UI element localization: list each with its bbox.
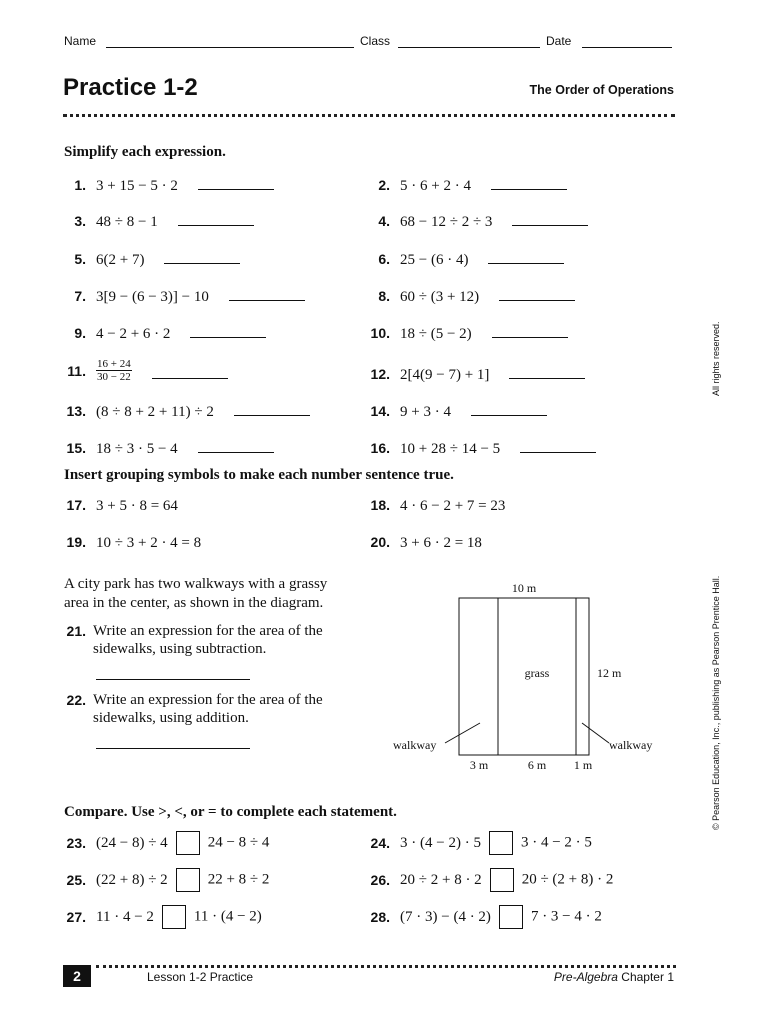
problem-24: [368, 831, 592, 855]
left-walkway-pointer: [445, 723, 480, 743]
compare-right: 24 − 8 ÷ 4: [207, 834, 270, 851]
problem-number: 1.: [74, 177, 86, 193]
fraction-denominator: 30 − 22: [97, 371, 131, 383]
problem-expression[interactable]: 10 ÷ 3 + 2 · 4 = 8: [96, 535, 202, 551]
problem-expression: 48 ÷ 8 − 1: [96, 214, 158, 230]
footer-book-title: Pre-Algebra: [553, 970, 618, 984]
problem-16: [368, 437, 596, 458]
problem-number: 9.: [74, 325, 86, 341]
problem-number: 28.: [370, 909, 390, 925]
problem-9: [64, 322, 266, 343]
problem-expression: 25 − (6 · 4): [400, 252, 469, 268]
problem-number: 22.: [66, 692, 86, 708]
problem-expression[interactable]: 4 · 6 − 2 + 7 = 23: [400, 498, 506, 514]
page-number: 2: [73, 968, 81, 984]
problem-expression: 3[9 − (6 − 3)] − 10: [96, 289, 209, 305]
problem-number: 5.: [74, 251, 86, 267]
right-walkway-pointer: [582, 723, 609, 743]
problem-expression: 3 + 15 − 5 · 2: [96, 178, 178, 194]
footer-book-chapter: Chapter 1: [617, 970, 674, 984]
answer-blank[interactable]: [164, 248, 240, 264]
problem-10: [368, 322, 568, 343]
problem-14: [368, 400, 547, 421]
problem-number: 14.: [370, 403, 390, 419]
compare-left: (7 · 3) − (4 · 2): [400, 908, 491, 925]
class-label: Class: [360, 34, 391, 48]
answer-blank[interactable]: [190, 322, 266, 338]
problem-number: 6.: [378, 251, 390, 267]
problem-number: 18.: [370, 497, 390, 513]
diagram-right-label: 12 m: [597, 666, 622, 680]
problem-number: 3.: [74, 213, 86, 229]
problem-7: [64, 285, 305, 306]
fraction-expression: [96, 358, 132, 383]
problem-13: [64, 400, 310, 421]
question-line-1: Write an expression for the area of the: [93, 623, 323, 639]
problem-expression: 9 + 3 · 4: [400, 404, 451, 420]
problem-expression: 2[4(9 − 7) + 1]: [400, 367, 490, 383]
answer-blank[interactable]: [234, 400, 310, 416]
problem-11: [64, 358, 228, 383]
problem-number: 26.: [370, 872, 390, 888]
problem-number: 7.: [74, 288, 86, 304]
problem-3: [64, 210, 254, 231]
answer-blank[interactable]: [198, 174, 274, 190]
diagram-grass-label: grass: [524, 666, 550, 680]
answer-blank[interactable]: [471, 400, 547, 416]
comparison-box[interactable]: [490, 868, 514, 892]
problem-expression: 68 − 12 ÷ 2 ÷ 3: [400, 214, 493, 230]
class-field[interactable]: [398, 32, 540, 48]
problem-20: [368, 534, 482, 552]
answer-blank[interactable]: [520, 437, 596, 453]
answer-blank[interactable]: [152, 363, 228, 379]
answer-blank[interactable]: [178, 210, 254, 226]
answer-blank[interactable]: [488, 248, 564, 264]
problem-6: [368, 248, 564, 269]
compare-right: 22 + 8 ÷ 2: [207, 871, 270, 888]
problem-number: 13.: [66, 403, 86, 419]
section-heading-grouping: Insert grouping symbols to make each number sentence true.: [64, 467, 454, 483]
problem-expression: 6(2 + 7): [96, 252, 145, 268]
copyright-note: © Pearson Education, Inc., publishing as Pearson Prentice Hall.: [711, 575, 721, 830]
problem-number: 25.: [66, 872, 86, 888]
problem-19: [64, 534, 201, 552]
problem-number: 20.: [370, 534, 390, 550]
problem-23: [64, 831, 269, 855]
comparison-box[interactable]: [162, 905, 186, 929]
park-intro: [64, 575, 327, 613]
problem-expression: 10 + 28 ÷ 14 − 5: [400, 441, 501, 457]
park-intro-line-1: A city park has two walkways with a grassy: [64, 576, 328, 592]
question-text: [93, 622, 323, 658]
problem-26: [368, 868, 613, 892]
comparison-box[interactable]: [176, 831, 200, 855]
answer-blank[interactable]: [229, 285, 305, 301]
problem-4: [368, 210, 588, 231]
page-title: Practice 1-2: [63, 74, 198, 101]
problem-number: 12.: [370, 366, 390, 382]
compare-right: 11 · (4 − 2): [193, 908, 262, 925]
question-line-2: sidewalks, using subtraction.: [93, 641, 267, 657]
problem-expression[interactable]: 3 + 5 · 8 = 64: [96, 498, 178, 514]
problem-number: 10.: [370, 325, 390, 341]
header-fields: [64, 32, 676, 50]
page-number-badge: [63, 965, 91, 987]
diagram-right-walkway-label: walkway: [609, 738, 653, 752]
problem-8: [368, 285, 575, 306]
problem-15: [64, 437, 274, 458]
problem-number: 8.: [378, 288, 390, 304]
comparison-box[interactable]: [489, 831, 513, 855]
name-field[interactable]: [106, 32, 354, 48]
problem-28: [368, 905, 602, 929]
section-heading-compare: Compare. Use >, <, or = to complete each statement.: [64, 804, 397, 820]
problem-number: 19.: [66, 534, 86, 550]
question-text: [93, 691, 323, 727]
answer-blank[interactable]: [96, 664, 250, 680]
problem-expression: 4 − 2 + 6 · 2: [96, 326, 171, 342]
answer-blank[interactable]: [499, 285, 575, 301]
problem-number: 24.: [370, 835, 390, 851]
problem-number: 23.: [66, 835, 86, 851]
problem-number: 15.: [66, 440, 86, 456]
answer-blank[interactable]: [492, 322, 568, 338]
problem-2: [368, 174, 567, 195]
title-divider: [63, 114, 675, 117]
problem-18: [368, 497, 505, 515]
rights-note: All rights reserved.: [711, 321, 721, 396]
problem-number: 21.: [66, 623, 86, 639]
comparison-box[interactable]: [499, 905, 523, 929]
page-subtitle: The Order of Operations: [529, 83, 674, 97]
answer-blank[interactable]: [491, 174, 567, 190]
compare-right: 7 · 3 − 4 · 2: [530, 908, 602, 925]
footer-divider: [96, 965, 676, 968]
problem-number: 17.: [66, 497, 86, 513]
answer-blank[interactable]: [198, 437, 274, 453]
compare-left: 3 · (4 − 2) · 5: [400, 834, 481, 851]
park-diagram: [385, 575, 675, 775]
problem-number: 27.: [66, 909, 86, 925]
compare-left: (22 + 8) ÷ 2: [96, 871, 168, 888]
footer-book: [554, 970, 674, 984]
answer-blank[interactable]: [509, 363, 585, 379]
answer-blank[interactable]: [512, 210, 588, 226]
compare-left: 20 ÷ 2 + 8 · 2: [400, 871, 482, 888]
problem-expression: (8 ÷ 8 + 2 + 11) ÷ 2: [96, 404, 214, 420]
diagram-bottom-right-label: 1 m: [573, 758, 593, 772]
problem-expression[interactable]: 3 + 6 · 2 = 18: [400, 535, 482, 551]
question-line-2: sidewalks, using addition.: [93, 710, 249, 726]
date-field[interactable]: [582, 32, 672, 48]
compare-left: 11 · 4 − 2: [96, 908, 154, 925]
section-heading-simplify: Simplify each expression.: [64, 144, 226, 160]
problem-1: [64, 174, 274, 195]
problem-expression: 18 ÷ (5 − 2): [400, 326, 472, 342]
diagram-bottom-left-label: 3 m: [469, 758, 489, 772]
comparison-box[interactable]: [176, 868, 200, 892]
problem-expression: 18 ÷ 3 · 5 − 4: [96, 441, 178, 457]
diagram-left-walkway-label: walkway: [393, 738, 437, 752]
problem-expression: 5 · 6 + 2 · 4: [400, 178, 471, 194]
fraction-numerator: 16 + 24: [97, 358, 131, 370]
diagram-top-label: 10 m: [511, 581, 537, 595]
date-label: Date: [546, 34, 572, 48]
compare-right: 3 · 4 − 2 · 5: [520, 834, 592, 851]
diagram-bottom-mid-label: 6 m: [527, 758, 547, 772]
question-line-1: Write an expression for the area of the: [93, 692, 323, 708]
answer-blank[interactable]: [96, 733, 250, 749]
problem-17: [64, 497, 178, 515]
compare-right: 20 ÷ (2 + 8) · 2: [521, 871, 614, 888]
park-intro-line-2: area in the center, as shown in the diagram.: [64, 595, 324, 611]
problem-expression: 60 ÷ (3 + 12): [400, 289, 480, 305]
problem-12: [368, 363, 585, 384]
problem-27: [64, 905, 262, 929]
problem-number: 16.: [370, 440, 390, 456]
problem-25: [64, 868, 269, 892]
problem-number: 11.: [67, 362, 86, 379]
problem-number: 4.: [378, 213, 390, 229]
compare-left: (24 − 8) ÷ 4: [96, 834, 168, 851]
footer-lesson: Lesson 1-2 Practice: [147, 970, 254, 984]
problem-number: 2.: [378, 177, 390, 193]
problem-5: [64, 248, 240, 269]
name-label: Name: [64, 34, 97, 48]
